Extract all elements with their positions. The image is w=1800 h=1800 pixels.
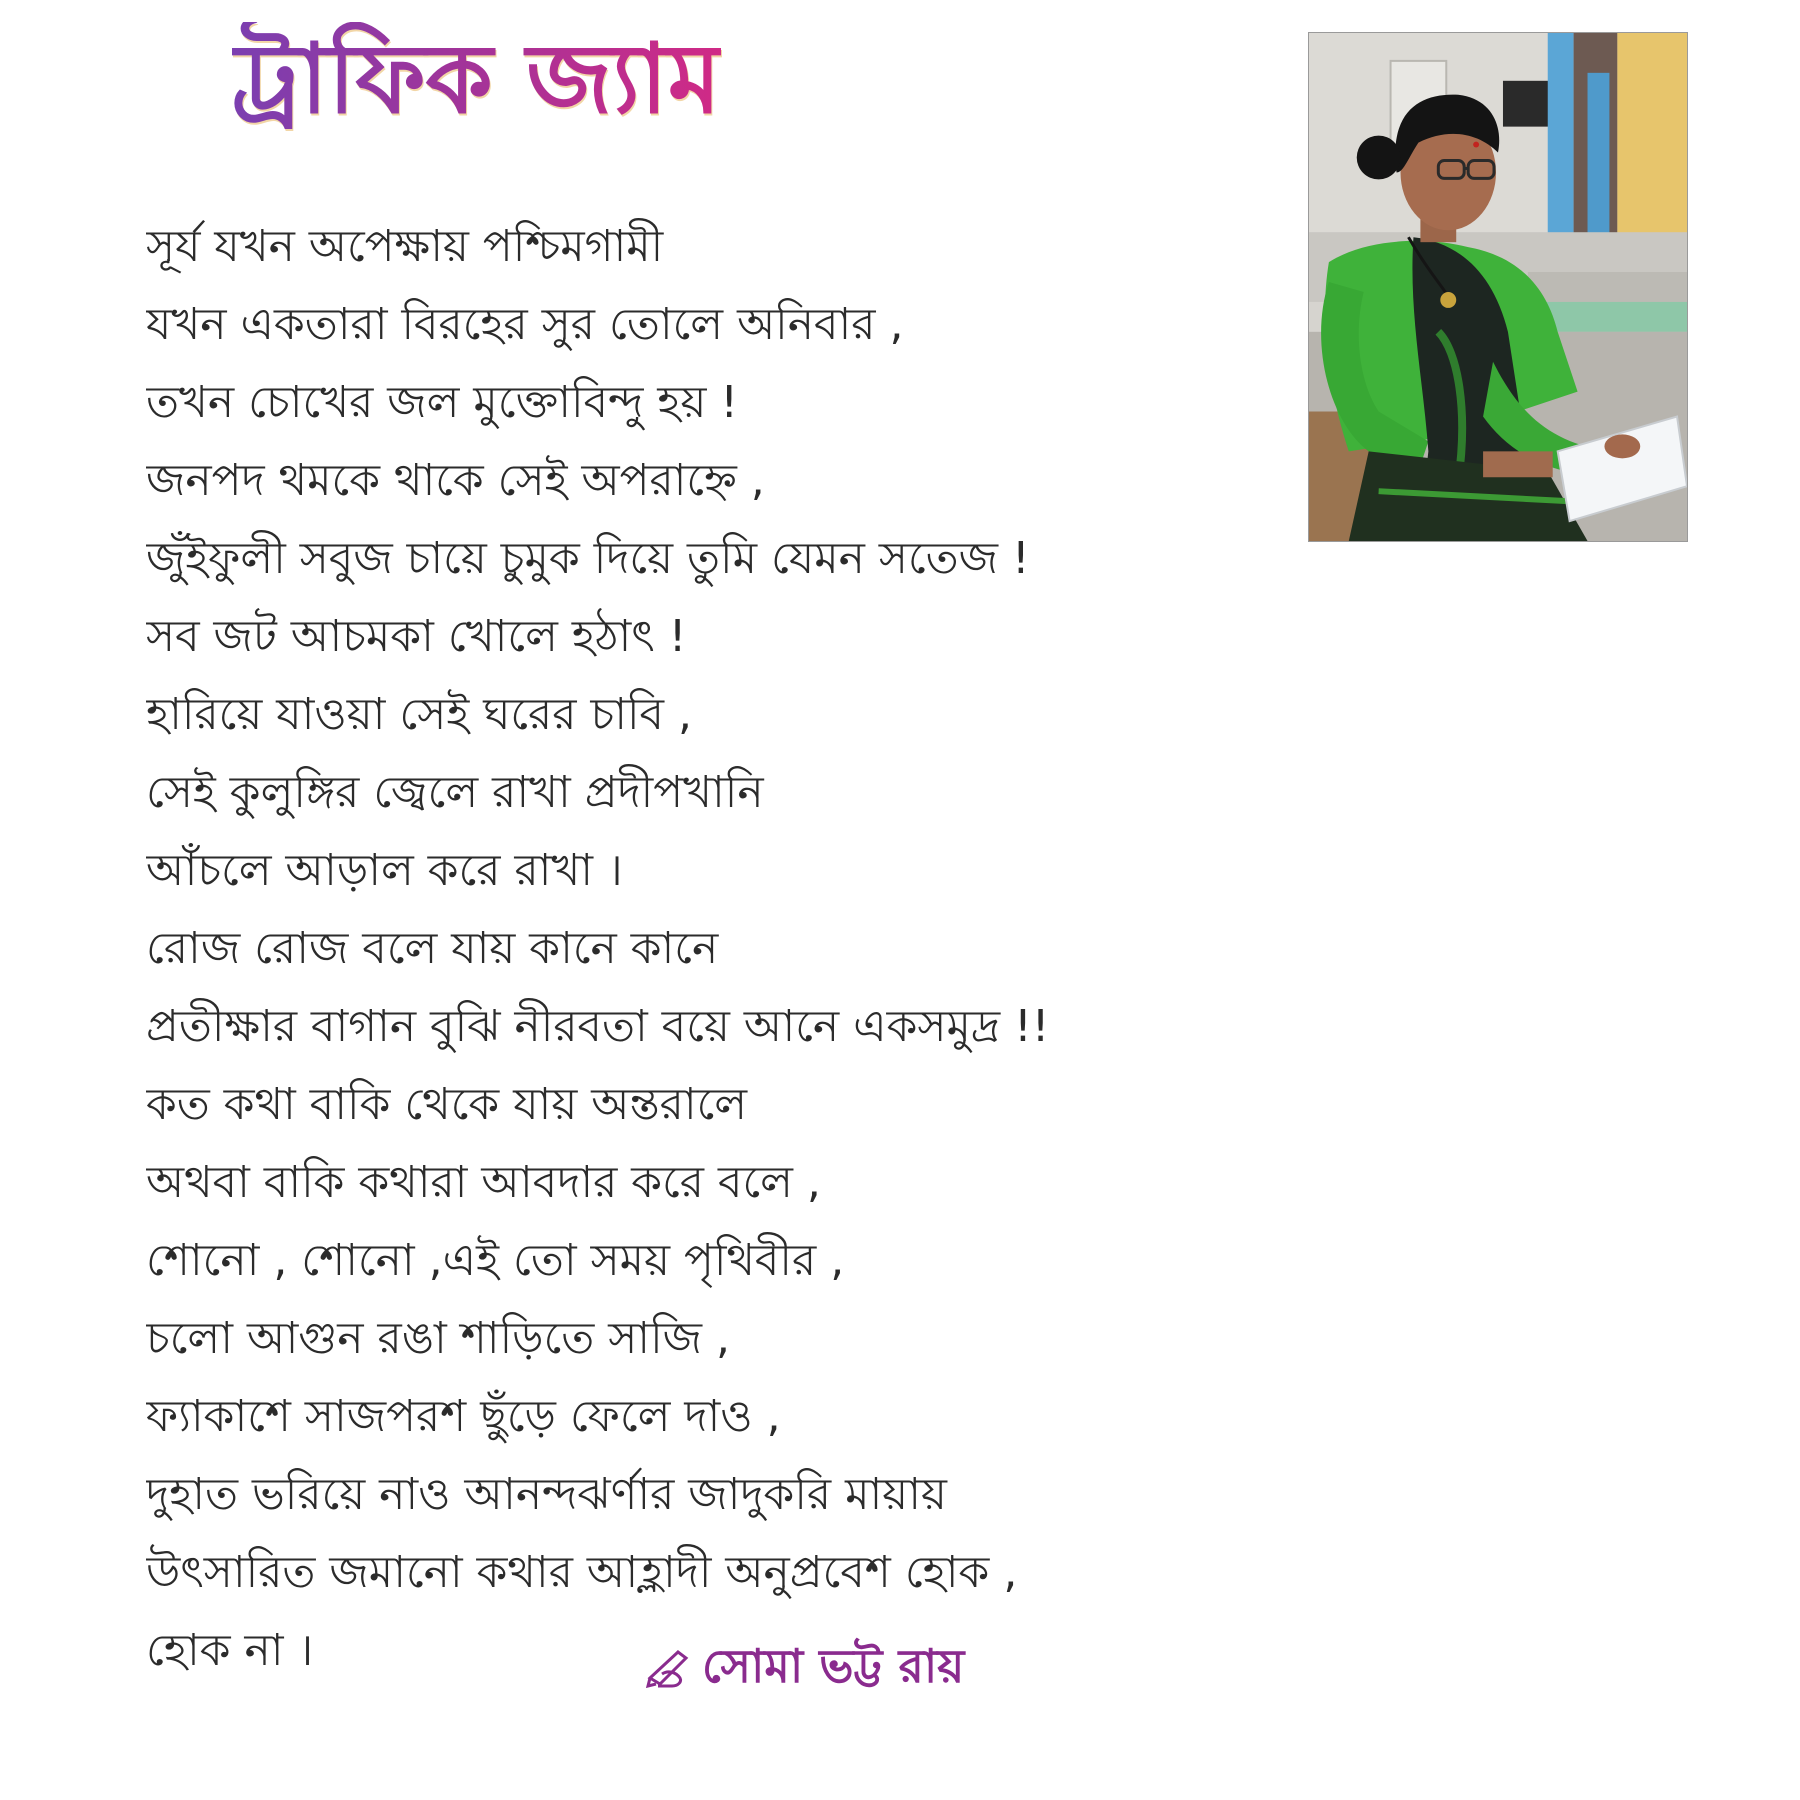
poem-line: সূর্য যখন অপেক্ষায় পশ্চিমগামী: [146, 221, 664, 272]
poem-line: তখন চোখের জল মুক্তোবিন্দু হয় !: [146, 377, 739, 428]
poem-line: যখন একতারা বিরহের সুর তোলে অনিবার ,: [146, 299, 904, 350]
poem-line: রোজ রোজ বলে যায় কানে কানে: [146, 923, 719, 974]
poem-line: উৎসারিত জমানো কথার আহ্লাদী অনুপ্রবেশ হোক ,: [146, 1547, 1018, 1598]
author-credit: [644, 1634, 964, 1698]
author-photo: [1308, 32, 1688, 542]
poem-line: জুঁইফুলী সবুজ চায়ে চুমুক দিয়ে তুমি যেমন সতেজ !: [146, 533, 1030, 584]
poem-line: আঁচলে আড়াল করে রাখা ।: [146, 845, 623, 896]
writing-hand-icon: [644, 1644, 696, 1688]
poem-title: ট্রাফিক জ্যাম: [232, 22, 721, 137]
poem-line: হারিয়ে যাওয়া সেই ঘরের চাবি ,: [146, 689, 693, 740]
poem-line: জনপদ থমকে থাকে সেই অপরাহ্নে ,: [146, 455, 765, 506]
poem-line: চলো আগুন রঙা শাড়িতে সাজি ,: [146, 1313, 730, 1364]
poem-line: কত কথা বাকি থেকে যায় অন্তরালে: [146, 1079, 748, 1130]
poem-line: শোনো , শোনো ,এই তো সময় পৃথিবীর ,: [146, 1235, 845, 1286]
poem-line: প্রতীক্ষার বাগান বুঝি নীরবতা বয়ে আনে একসমুদ্র !!: [146, 1001, 1050, 1052]
author-photo-illustration: [1309, 33, 1687, 541]
poem-line: হোক না ।: [146, 1625, 314, 1676]
author-name: সোমা ভট্ট রায়: [702, 1639, 965, 1693]
poem-line: দুহাত ভরিয়ে নাও আনন্দঝর্ণার জাদুকরি মায়ায়: [146, 1469, 947, 1520]
poem-line: সেই কুলুঙ্গির জ্বেলে রাখা প্রদীপখানি: [146, 767, 764, 818]
poem-body: [146, 208, 1296, 1690]
poem-line: অথবা বাকি কথারা আবদার করে বলে ,: [146, 1157, 821, 1208]
poem-line: ফ্যাকাশে সাজপরশ ছুঁড়ে ফেলে দাও ,: [146, 1391, 781, 1442]
poem-line: সব জট আচমকা খোলে হঠাৎ !: [146, 611, 687, 662]
